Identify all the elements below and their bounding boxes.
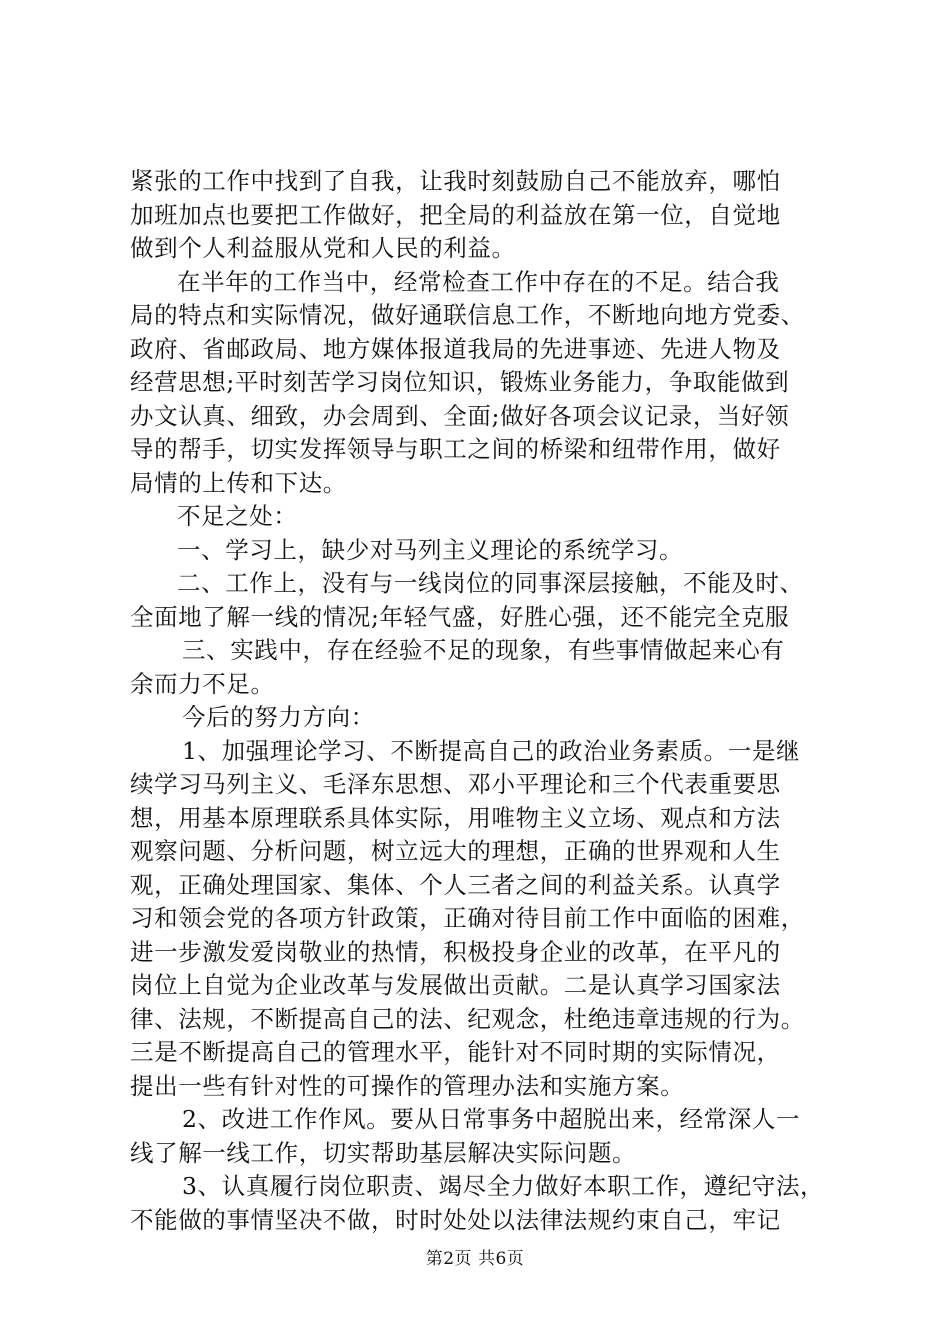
text-line: 2、改进工作作风。要从日常事务中超脱出来，经常深人一 (182, 1105, 801, 1133)
text-line: 导的帮手，切实发挥领导与职工之间的桥梁和纽带作用，做好 (130, 435, 781, 463)
text-line: 3、认真履行岗位职责、竭尽全力做好本职工作，遵纪守法， (182, 1172, 825, 1200)
text-line: 线了解一线工作，切实帮助基层解决实际问题。 (130, 1138, 637, 1167)
text-line: 习和领会党的各项方针政策，正确对待目前工作中面临的困难， (130, 904, 805, 932)
text-line: 不足之处： (177, 502, 298, 530)
text-line: 提出一些有针对性的可操作的管理办法和实施方案。 (130, 1071, 685, 1100)
text-line: 一、学习上，缺少对马列主义理论的系统学习。 (177, 535, 684, 564)
text-line: 余而力不足。 (130, 669, 275, 698)
text-line: 办文认真、细致，办会周到、全面;做好各项会议记录，当好领 (130, 401, 790, 430)
text-block-lower (130, 634, 830, 1237)
text-line: 想，用基本原理联系具体实际，用唯物主义立场、观点和方法 (130, 803, 781, 832)
text-line: 续学习马列主义、毛泽东思想、邓小平理论和三个代表重要思 (130, 770, 781, 798)
text-line: 加班加点也要把工作做好，把全局的利益放在第一位，自觉地 (130, 200, 781, 229)
text-line: 紧张的工作中找到了自我，让我时刻鼓励自己不能放弃，哪怕 (130, 167, 781, 195)
text-block-upper (130, 165, 830, 634)
text-line: 岗位上自觉为企业改革与发展做出贡献。二是认真学习国家法 (130, 971, 781, 999)
text-line: 政府、省邮政局、地方媒体报道我局的先进事迹、先进人物及 (130, 334, 781, 363)
text-line: 做到个人利益服从党和人民的利益。 (130, 234, 516, 262)
text-line: 今后的努力方向： (182, 703, 375, 731)
text-line: 局的特点和实际情况，做好通联信息工作，不断地向地方党委、 (130, 301, 805, 329)
text-line: 二、工作上，没有与一线岗位的同事深层接触，不能及时、 (177, 569, 804, 597)
text-line: 三、实践中，存在经验不足的现象，有些事情做起来心有 (182, 636, 785, 664)
text-line: 全面地了解一线的情况;年轻气盛，好胜心强，还不能完全克服 (130, 602, 790, 631)
text-line: 局情的上传和下达。 (130, 468, 347, 497)
text-line: 三是不断提高自己的管理水平，能针对不同时期的实际情况， (130, 1038, 781, 1066)
text-line: 经营思想;平时刻苦学习岗位知识，锻炼业务能力，争取能做到 (130, 368, 790, 396)
text-line: 1、加强理论学习、不断提高自己的政治业务素质。一是继 (182, 736, 801, 765)
text-line: 在半年的工作当中，经常检查工作中存在的不足。结合我 (177, 267, 780, 296)
text-line: 不能做的事情坚决不做，时时处处以法律法规约束自己，牢记 (130, 1205, 781, 1234)
text-line: 观，正确处理国家、集体、个人三者之间的利益关系。认真学 (130, 870, 781, 899)
text-line: 观察问题、分析问题，树立远大的理想，正确的世界观和人生 (130, 837, 781, 865)
text-line: 进一步激发爱岗敬业的热情，积极投身企业的改革，在平凡的 (130, 937, 781, 966)
text-line: 律、法规，不断提高自己的法、纪观念，杜绝违章违规的行为。 (130, 1004, 805, 1033)
page-number-footer: 第2页 共6页 (425, 1249, 525, 1269)
